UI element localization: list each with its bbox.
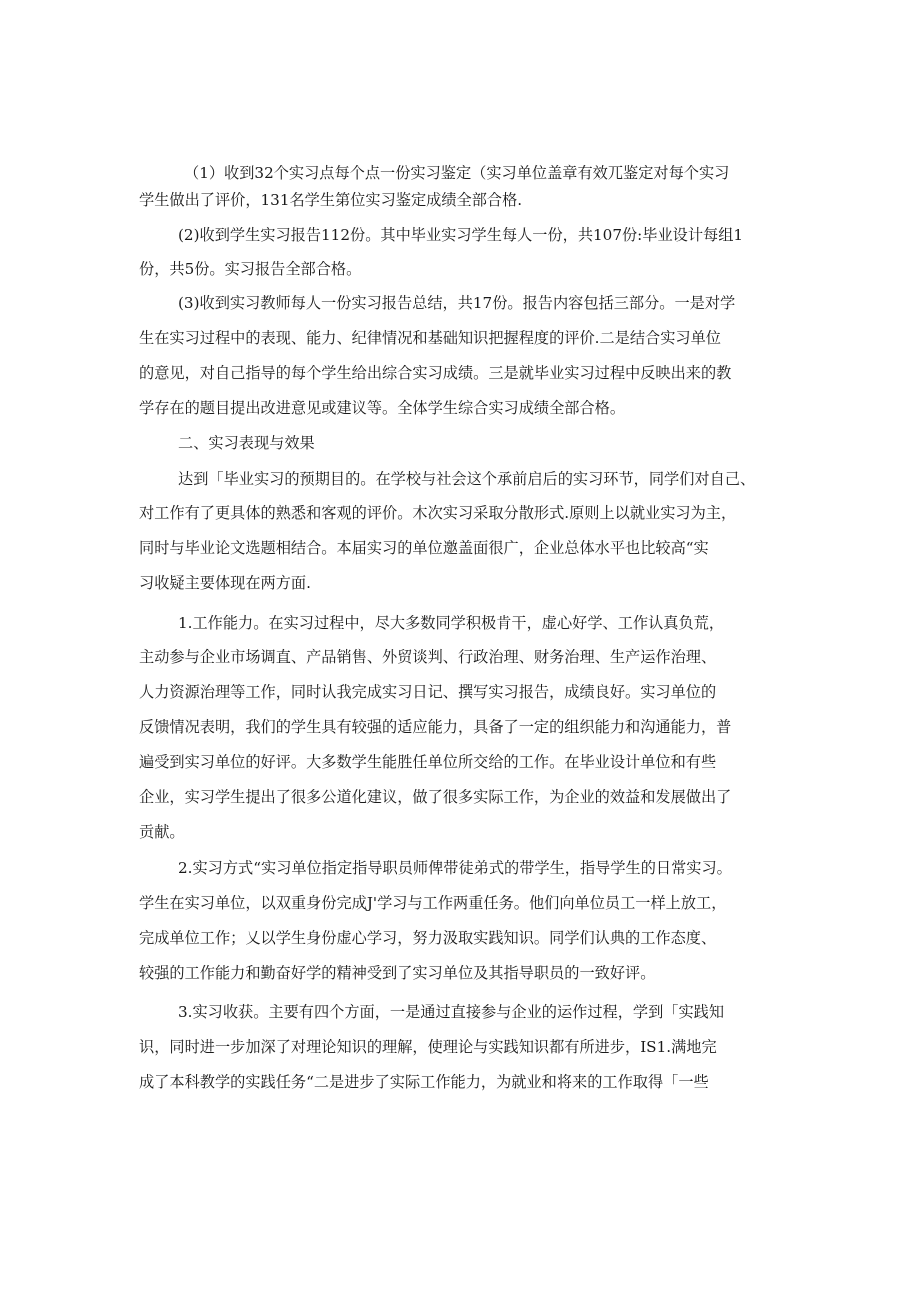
text-line: 生在实习过程中的表现、能力、纪律情况和基础知识把握程度的评价.二是结合实习单位 [139,329,721,347]
text-line: （1）收到32个实习点每个点一份实习鉴定（实习单位盖章有效兀鉴定对每个实习 [184,164,730,182]
text-line: (3)收到实习教师每人一份实习报告总结，共17份。报告内容包括三部分。一是对学 [178,294,736,312]
text-line: 识，同时进一步加深了对理论知识的理解，使理论与实践知识都有所进步，IS1.满地完 [139,1038,717,1056]
text-line: 贡献。 [139,823,185,841]
text-line: 学生在实习单位，以双重身份完成J'学习与工作两重任务。他们向单位员工一样上放工， [139,894,727,912]
text-line: 达到「毕业实习的预期目的。在学校与社会这个承前启后的实习环节，同学们对自己、 [178,470,756,488]
text-line: 对工作有了更具体的熟悉和客观的评价。木次实习采取分散形式.原则上以就业实习为主， [139,504,737,522]
text-line: 较强的工作能力和勤奋好学的精神受到了实习单位及其指导职员的一致好评。 [139,964,656,982]
text-line: 企业，实习学生提出了很多公道化建议，做了很多实际工作，为企业的效益和发展做出了 [139,788,732,806]
text-line: 成了本科教学的实践任务“二是进步了实际工作能力，为就业和将来的工作取得「一些 [139,1073,709,1091]
text-line: 人力资源治理等工作，同时认我完成实习日记、撰写实习报告，成绩良好。实习单位的 [139,683,717,701]
text-line: 学存在的题目提出改进意见或建议等。全体学生综合实习成绩全部合格。 [139,399,625,417]
text-line: 学生做出了评价，131名学生第位实习鉴定成绩全部合格. [139,191,523,209]
text-line: 同时与毕业论文选题相结合。本届实习的单位邀盖面很广，企业总体水平也比较高“实 [139,539,709,557]
text-line: 遍受到实习单位的好评。大多数学生能胜任单位所交给的工作。在毕业设计单位和有些 [139,753,717,771]
text-line: 完成单位工作；乂以学生身份虚心学习，努力汲取实践知识。同学们认典的工作态度、 [139,929,717,947]
text-line: 主动参与企业市场调直、产品销售、外贸谈判、行政治理、财务治理、生产运作治理、 [139,648,717,666]
text-line: 2.实习方式“实习单位指定指导职员师俾带徒弟式的带学生，指导学生的日常实习。 [178,859,732,877]
text-line: 习收疑主要体现在两方面. [139,574,311,592]
text-line: 份，共5份。实习报告全部合格。 [139,260,362,278]
text-line: 的意见，对自己指导的每个学生给出综合实习成绩。三是就毕业实习过程中反映出来的教 [139,364,732,382]
text-line: (2)收到学生实习报告112份。其中毕业实习学生每人一份，共107份:毕业设计每组1 [178,226,744,244]
text-line: 反馈情况表明，我们的学生具有较强的适应能力，具备了一定的组织能力和沟通能力，普 [139,718,732,736]
text-line: 1.工作能力。在实习过程中，尽大多数同学积极肯干，虚心好学、工作认真负荒， [178,614,725,632]
text-line: 3.实习收获。主要有四个方面，一是通过直接参与企业的运作过程，学到「实践知 [178,1003,725,1021]
section-heading: 二、实习表现与效果 [178,434,315,452]
